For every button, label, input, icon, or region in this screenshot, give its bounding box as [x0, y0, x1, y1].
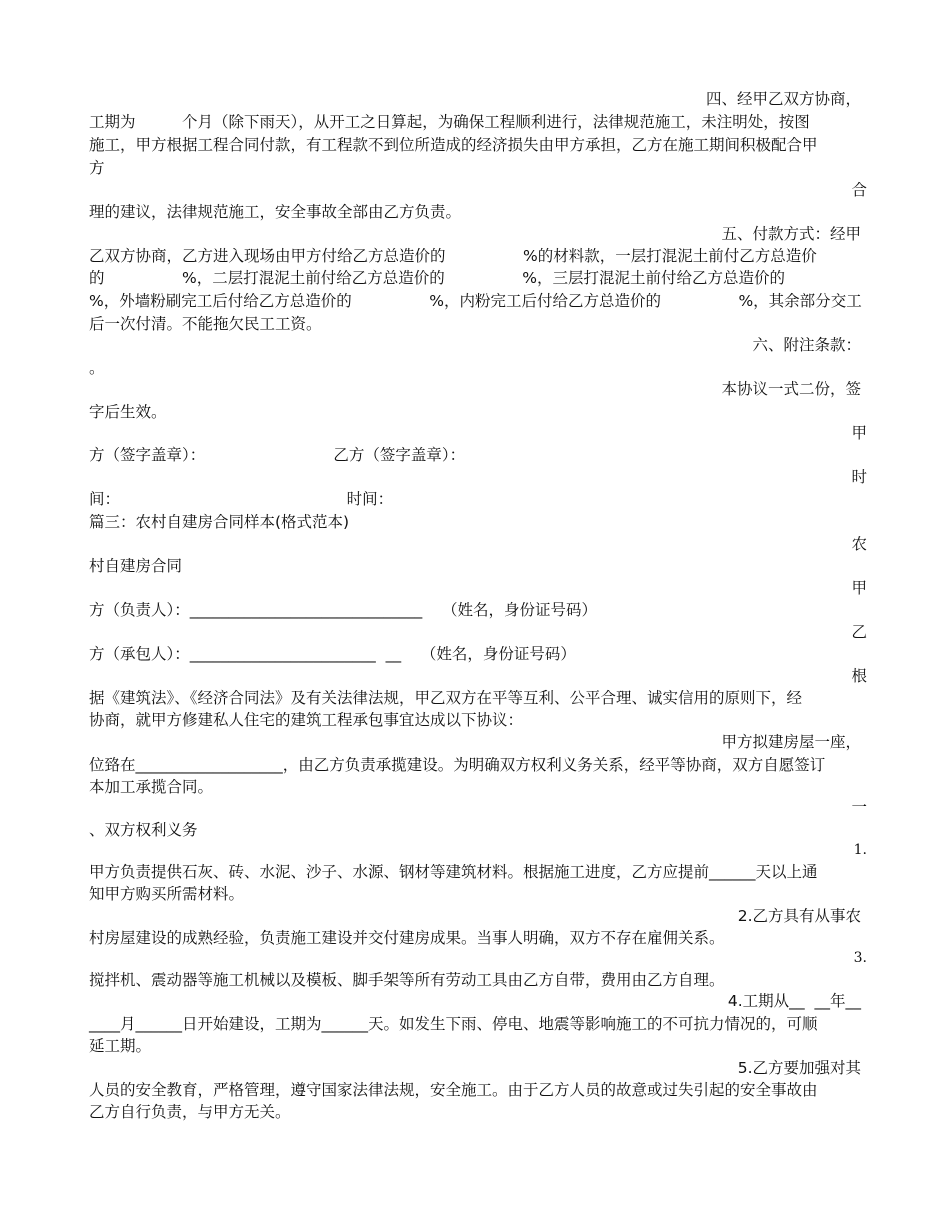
text-line: 五、付款方式：经甲 — [721, 225, 861, 243]
text-line: 人员的安全教育，严格管理，遵守国家法律法规，安全施工。由于乙方人员的故意或过失引起的安全事故由 — [89, 1081, 818, 1099]
text-line: 根 — [851, 667, 867, 685]
text-line: 甲 — [851, 579, 867, 597]
text-line: 搅拌机、震动器等施工机械以及模板、脚手架等所有劳动工具由乙方自带，费用由乙方自理。 — [89, 971, 725, 989]
text-line: 后一次付清。不能拖欠民工工资。 — [89, 315, 322, 333]
text-line: ____月______日开始建设，工期为______天。如发生下雨、停电、地震等影响施工的不可抗力情况的，可顺 — [89, 1015, 818, 1033]
text-line: 四、经甲乙双方协商， — [705, 90, 861, 108]
text-line: 据《建筑法》、《经济合同法》及有关法律法规，甲乙双方在平等互利、公平合理、诚实信用的原则下，经 — [89, 689, 803, 707]
text-line: 乙双方协商，乙方进入现场由甲方付给乙方总造价的 %的材料款，一层打混泥土前付乙方总造价 — [89, 247, 817, 265]
text-line: 5.乙方要加强对其 — [737, 1059, 861, 1077]
clause-number: 1. — [853, 842, 867, 858]
text-line: 2.乙方具有从事农 — [737, 907, 861, 925]
text-line: 方（负责人）：______________________________ （姓名，身份证号码） — [89, 601, 597, 619]
text-line: 延工期。 — [89, 1037, 152, 1055]
text-line: 知甲方购买所需材料。 — [89, 885, 245, 903]
text-line: 间： 时间： — [89, 490, 394, 508]
text-line: 施工，甲方根据工程合同付款，有工程款不到位所造成的经济损失由甲方承担，乙方在施工期间积极配合甲 — [89, 136, 818, 154]
text-line: 协商，就甲方修建私人住宅的建筑工程承包事宜达成以下协议： — [89, 711, 524, 729]
text-line: 本加工承揽合同。 — [89, 778, 214, 796]
clause-number: 3. — [853, 950, 867, 966]
text-line: 农 — [851, 535, 867, 553]
text-line: 时 — [851, 468, 867, 486]
text-line: 甲方拟建房屋一座， — [721, 733, 861, 751]
text-line: 理的建议，法律规范施工，安全事故全部由乙方负责。 — [89, 203, 462, 221]
text-line: 的 %，二层打混泥土前付给乙方总造价的 %，三层打混泥土前付给乙方总造价的 — [89, 269, 785, 287]
text-line: 乙方自行负责，与甲方无关。 — [89, 1103, 291, 1121]
text-line: 工期为 个月（除下雨天），从开工之日算起，为确保工程顺利进行，法律规范施工，未注明处，按图 — [89, 113, 810, 131]
text-line: 4.工期从__ __年__ — [727, 992, 861, 1010]
text-line: 位臵在___________________，由乙方负责承揽建设。为明确双方权利义务关系，经平等协商，双方自愿签订 — [89, 756, 826, 774]
section-heading: 、双方权利义务 — [89, 821, 198, 839]
text-line: 字后生效。 — [89, 403, 167, 421]
text-line: 本协议一式二份，签 — [721, 380, 861, 398]
text-line: 方 — [89, 159, 105, 177]
section-title: 篇三：农村自建房合同样本(格式范本) — [89, 513, 350, 531]
text-line: 方（签字盖章）： 乙方（签字盖章）： — [89, 446, 466, 464]
text-line: 甲方负责提供石灰、砖、水泥、沙子、水源、钢材等建筑材料。根据施工进度，乙方应提前______天以上通 — [89, 863, 818, 881]
text-line: 。 — [89, 359, 105, 377]
text-line: 合 — [851, 181, 867, 199]
text-line: %，外墙粉刷完工后付给乙方总造价的 %，内粉完工后付给乙方总造价的 %，其余部分交工 — [89, 292, 862, 310]
text-line: 村房屋建设的成熟经验，负责施工建设并交付建房成果。当事人明确，双方不存在雇佣关系。 — [89, 929, 725, 947]
contract-title: 村自建房合同 — [89, 557, 183, 575]
text-line: 一 — [851, 798, 867, 816]
text-line: 六、附注条款： — [752, 336, 861, 354]
text-line: 乙 — [851, 623, 867, 641]
text-line: 甲 — [851, 424, 867, 442]
text-line: 方（承包人）：________________________ __ （姓名，身份证号码） — [89, 645, 576, 663]
